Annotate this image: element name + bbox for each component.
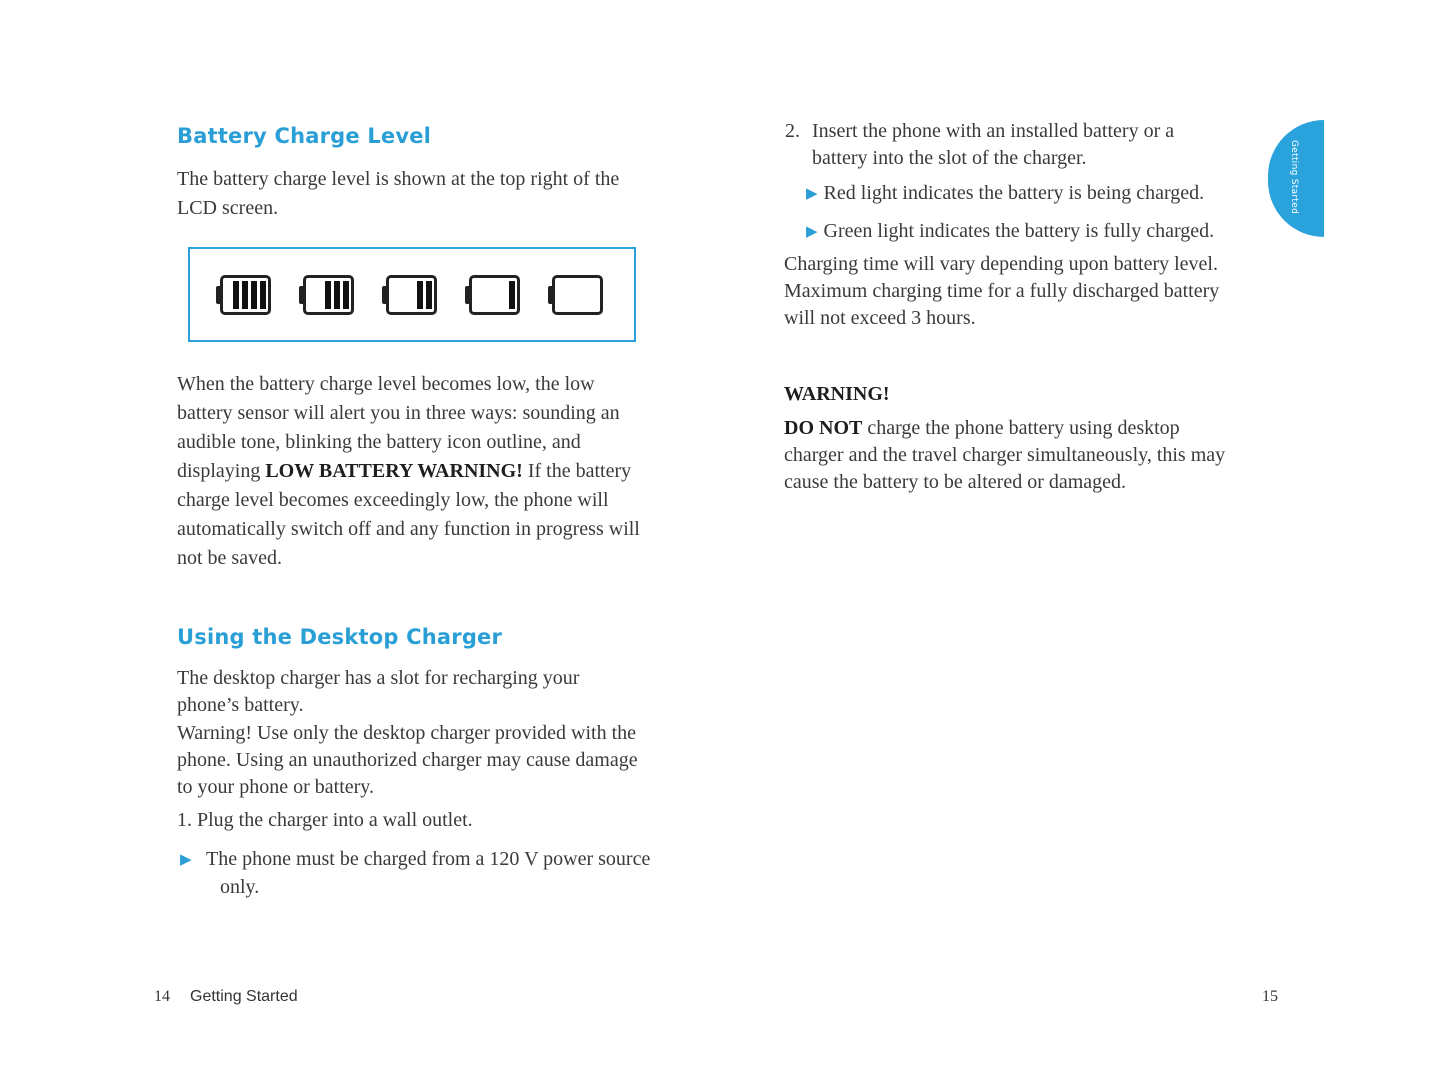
battery-level-4-icon bbox=[216, 275, 274, 315]
left-page-number: 14 bbox=[154, 988, 170, 1005]
green-light-text: Green light indicates the battery is fully charged. bbox=[823, 220, 1215, 242]
low-battery-warning-label: LOW BATTERY WARNING! bbox=[265, 460, 523, 482]
battery-bar bbox=[325, 281, 331, 309]
battery-bar bbox=[242, 281, 248, 309]
battery-bar bbox=[509, 281, 515, 309]
warning-paragraph bbox=[784, 415, 1234, 496]
low-battery-text-after: If the battery charge level becomes exceedingly low, the phone will automatically switch off and any function in progress will not be saved. bbox=[177, 460, 640, 569]
step-2-number: 2. bbox=[785, 120, 800, 142]
step-2-text: Insert the phone with an installed battery or a battery into the slot of the charger. bbox=[812, 120, 1175, 169]
desktop-charger-heading: Using the Desktop Charger bbox=[177, 625, 503, 649]
step-1-bullet-text: The phone must be charged from a 120 V power source only. bbox=[206, 848, 651, 898]
red-light-bullet bbox=[806, 180, 1266, 208]
battery-bars bbox=[509, 281, 515, 309]
battery-bars bbox=[417, 281, 432, 309]
step-1-text: 1. Plug the charger into a wall outlet. bbox=[177, 809, 473, 831]
charging-time-note: Charging time will vary depending upon battery level. Maximum charging time for a fully discharged battery will not exceed 3 hours. bbox=[784, 253, 1220, 329]
step-1-bullet: ▶ The phone must be charged from a 120 V power source only. bbox=[180, 848, 651, 898]
battery-level-0-icon bbox=[548, 275, 606, 315]
battery-charge-level-heading: Battery Charge Level bbox=[177, 124, 432, 148]
battery-bar bbox=[417, 281, 423, 309]
battery-outline bbox=[552, 275, 603, 315]
low-battery-text-before: When the battery charge level becomes low, the low battery sensor will alert you in three ways: sounding an audible tone, blinking the battery icon outline, and displaying bbox=[177, 373, 620, 482]
battery-level-2-icon bbox=[382, 275, 440, 315]
battery-level-3-icon bbox=[299, 275, 357, 315]
battery-bars bbox=[233, 281, 266, 309]
do-not-label: DO NOT bbox=[784, 417, 863, 439]
left-footer-label: Getting Started bbox=[190, 988, 298, 1005]
battery-bar bbox=[343, 281, 349, 309]
battery-bars bbox=[325, 281, 349, 309]
bullet-arrow-icon: ▶ bbox=[806, 186, 818, 202]
bullet-arrow-icon: ▶ bbox=[806, 224, 818, 240]
battery-bar bbox=[260, 281, 266, 309]
battery-bar bbox=[426, 281, 432, 309]
battery-level-illustration bbox=[188, 247, 636, 342]
battery-level-1-icon bbox=[465, 275, 523, 315]
desktop-charger-intro: The desktop charger has a slot for recharging your phone’s battery. bbox=[177, 667, 580, 716]
warning-text: charge the phone battery using desktop charger and the travel charger simultaneously, this may cause the battery to be altered or damaged. bbox=[784, 417, 1226, 493]
green-light-bullet bbox=[806, 218, 1276, 246]
battery-level-intro: The battery charge level is shown at the top right of the LCD screen. bbox=[177, 168, 620, 219]
battery-bar bbox=[334, 281, 340, 309]
red-light-text: Red light indicates the battery is being charged. bbox=[823, 182, 1205, 204]
battery-bar bbox=[233, 281, 239, 309]
right-page-number: 15 bbox=[1262, 988, 1278, 1005]
desktop-charger-warning: Warning! Use only the desktop charger provided with the phone. Using an unauthorized charger may cause damage to your phone or battery. bbox=[177, 722, 638, 798]
warning-title: WARNING! bbox=[784, 383, 890, 405]
battery-bar bbox=[251, 281, 257, 309]
chapter-side-tab-label: Getting Started bbox=[1289, 140, 1299, 215]
low-battery-paragraph bbox=[177, 370, 652, 573]
